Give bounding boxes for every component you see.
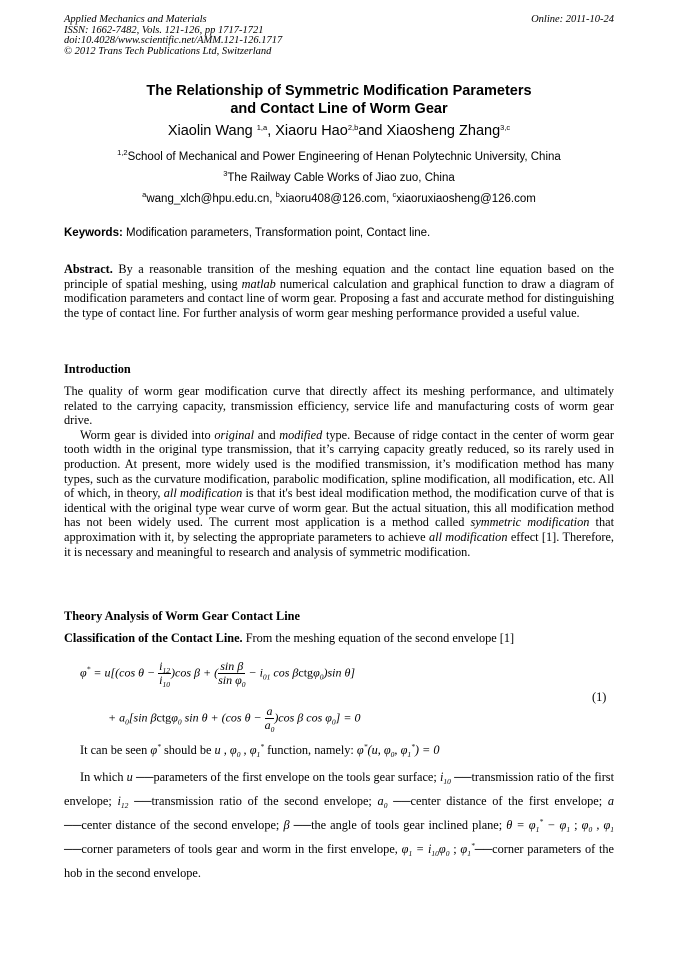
parameter-paragraph: In which u ──parameters of the first envelope on the tools gear surface; $i_{10}$ ──transmission ratio of the first envelope; $i_{12}$ ──transmission ratio of the second envelope; $a_0$ ──center distance of the first envelope; a ──center distance of the second envelope; β ──the angle of tools gear inclined plane; $\theta = \varphi_1^* - \varphi_1$ ; $\varphi_0$ , $\varphi_1$ ──corner parameters of tools gear and worm in the first envelope, $\varphi_1 = i_{10}\varphi_0$ ; $\varphi_1^*──corner$ parameters of the hob in the second envelope. [64,770,615,880]
author-1: Xiaolin Wang [167,123,253,139]
eq-note-3: function, namely: [267,743,357,757]
parameter-definitions [64,765,614,885]
copyright-line: © 2012 Trans Tech Publications Ltd, Switzerland [64,45,272,57]
phi1-desc: ──corner parameters of the hob in the second envelope. [64,842,614,880]
email-a-sup: a [142,190,147,199]
u-desc: ──parameters of the first envelope on the tools gear surface; [136,770,440,784]
theta-desc: ──corner parameters of tools gear and worm in the first envelope, [64,842,402,856]
equation-1-line-1: φ* = u[(cos θ − $\frac{i_{12}}{i_{10}}$ )cos β + ( $\frac{\text{sin β}}{\sin \varphi_0}$ − $i_{01}$ cos βctgφ$_0$)sin θ] [80,659,356,689]
paper-title [0,82,678,118]
beta-desc: ──the angle of tools gear inclined plane; [293,818,507,832]
phi-star-symbol: φ* [150,742,161,757]
keywords [64,226,614,240]
affiliation-1-sup: 1,2 [117,148,128,157]
intro-p2-b: and [254,427,280,442]
email-c: xiaoruxiaosheng@126.com [396,193,536,205]
theory-heading: Theory Analysis of Worm Gear Contact Line [64,609,300,623]
email-line [0,192,678,206]
intro-paragraph-2 [64,428,614,559]
equation-number: (1) [592,690,607,704]
author-2-sup: 2,b [347,123,359,132]
intro-modified: modified [279,427,323,442]
i12-desc: ──transmission ratio of the second envelope; [134,794,378,808]
abstract-text-1: By a reasonable transition of the meshing equation and the contact line equation based on the principle of spatial meshing, using [64,262,614,291]
in-which: In which [80,770,127,784]
function-args: u , $\varphi_0$ , $\varphi_1^*$ [214,742,264,759]
title-line-1: The Relationship of Symmetric Modification Parameters [146,83,532,99]
abstract-matlab: matlab [241,276,276,291]
doi-line: doi:10.4028/www.scientific.net/AMM.121-126.1717 [64,35,283,46]
journal-name: Applied Mechanics and Materials [64,14,207,25]
contact-line-subsection [64,631,614,646]
intro-p2-f: effect [1]. Therefore, it is necessary and meaningful to research and analysis of symmetric modification. [64,529,615,559]
intro-original: original [214,427,254,442]
i10-desc: ──transmission ratio of the first envelope; [64,770,615,808]
intro-p2-a: Worm gear is divided into [80,427,215,442]
intro-p2-e: that approximation with it, by selecting the appropriate parameters to achieve [64,515,614,544]
affiliation-2-text: The Railway Cable Works of Jiao zuo, China [227,172,455,184]
title-line-2: and Contact Line of Worm Gear [230,101,448,117]
email-b: xiaoru408@126.com, [279,193,393,205]
issn-line: ISSN: 1662-7482, Vols. 121-126, pp 1717-1721 [64,24,264,36]
a0-desc: ──center distance of the first envelope; [393,794,608,808]
email-a: wang_xlch@hpu.edu.cn, [146,193,276,205]
intro-body [64,384,614,559]
equation-note [64,743,614,758]
affiliation-1 [0,150,678,164]
function-expression: φ*(u, $\varphi_0$, $\varphi_1^*) = 0$ [356,742,440,759]
affiliation-2 [0,171,678,185]
affiliation-2-sup: 3 [223,169,228,178]
eq-note-2: should be [160,743,215,757]
keywords-text: Modification parameters, Transformation point, Contact line. [122,227,431,239]
abstract-text-2: numerical calculation and graphical function to draw a diagram of modification parameters and contact line of worm gear. Proposing a fast and accurate method for distinguishing the type of contact line. For further analysis of worm gear meshing performance provided a useful value. [64,276,615,320]
journal-header [64,15,282,57]
author-2: , Xiaoru Hao [267,123,348,139]
author-1-sup: 1,a [256,123,268,132]
intro-all-modification-2: all modification [428,529,508,544]
email-b-sup: b [275,190,280,199]
email-c-sup: c [392,190,397,199]
online-date: Online: 2011-10-24 [531,14,614,25]
abstract-label: Abstract. [64,262,113,276]
intro-all-modification-1: all modification [163,486,243,501]
intro-p2-d: is that it's best ideal modification method, the modification curve of that is identical with the original type wear curve of worm gear. But the actual situation, this all modification method has not been widely used. The current most application is a method called [64,486,614,530]
intro-p2-c: type. Because of ridge contact in the center of worm gear tooth width in the original type transmission, that it’s carrying capacity greatly reduced, so its rarely used in production. At present, more widely used is the modified transmission, it’s modification method has many types, such as the curvature modification, parabolic modification, spline modification, all modification, etc. All of which, in theory, [64,427,614,501]
affiliation-1-text: School of Mechanical and Power Engineering of Henan Polytechnic University, China [127,151,561,163]
author-3: and Xiaosheng Zhang [358,123,501,139]
intro-symmetric-modification: symmetric modification [470,515,590,530]
equation-1-line-2: + $a_0[\sin$ βctgφ$_0$ sin θ + (cos θ − $\frac{a}{a_0}$ )cos β $\cos \varphi_0] = 0$ [108,704,361,734]
eq-note-1: It can be seen [80,743,151,757]
intro-paragraph-1: The quality of worm gear modification curve that directly affect its meshing performance, and ultimately related to the carrying capacity, transmission efficiency, service life and manufacturing costs of worm gear drive. [64,384,614,428]
abstract [64,262,614,320]
subsection-text: From the meshing equation of the second envelope [1] [242,631,515,645]
author-3-sup: 3,c [500,123,511,132]
author-list [0,122,678,140]
subsection-label: Classification of the Contact Line. [64,631,243,645]
intro-heading: Introduction [64,362,131,376]
keywords-label: Keywords: [64,227,123,239]
a-desc: ──center distance of the second envelope; [64,818,284,832]
